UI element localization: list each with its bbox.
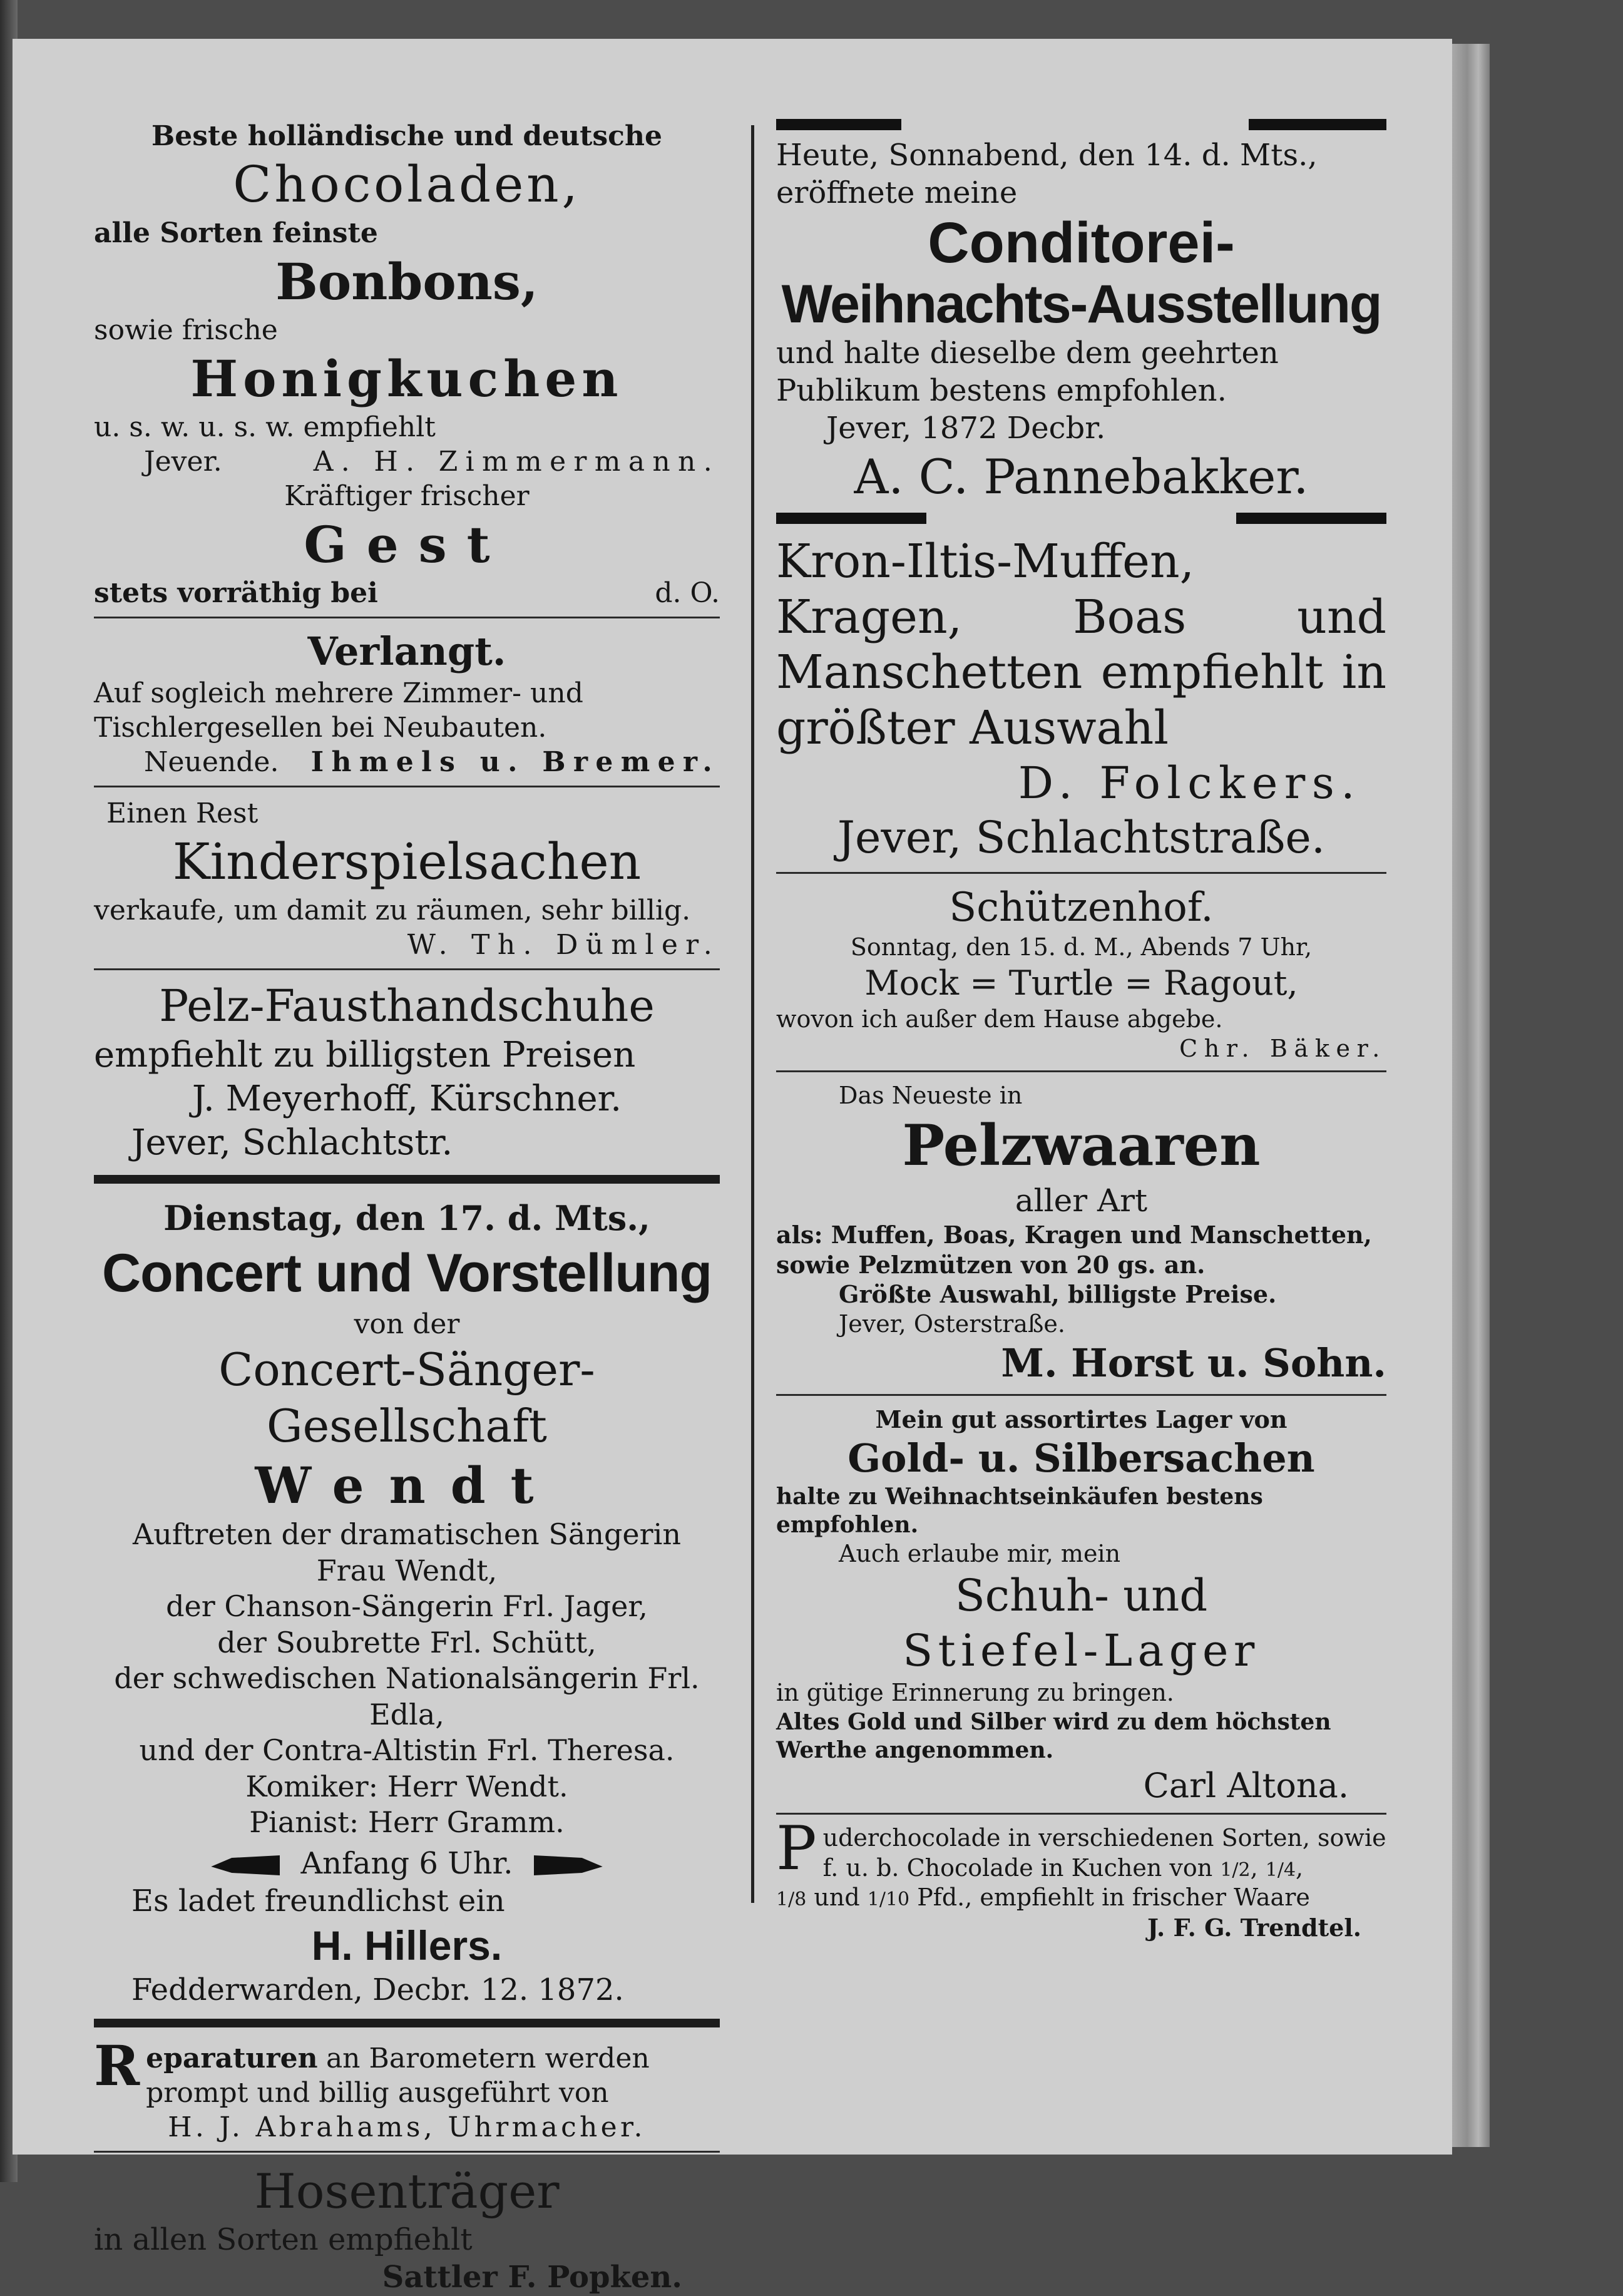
ad-text-line: Pfd., empfiehlt in frischer Waare (917, 1883, 1310, 1912)
ad-performer: Frau Wendt, (316, 1553, 498, 1587)
ad-separator (94, 617, 720, 618)
ad-separator-bar (776, 119, 901, 130)
ad-title: Weihnachts-Ausstellung (781, 274, 1381, 335)
ad-text: in gütige Erinnerung zu bringen. (776, 1679, 1174, 1707)
ad-signer: Carl Altona. (1143, 1765, 1349, 1805)
ad-kinderspielsachen (94, 796, 720, 962)
top-bars (776, 119, 1386, 130)
column-divider (751, 125, 754, 1903)
ad-start: Anfang 6 Uhr. (300, 1845, 513, 1881)
ad-text-line: und (814, 1883, 860, 1912)
ad-separator (94, 968, 720, 970)
ad-place-date: Jever, 1872 Decbr. (826, 410, 1106, 446)
ad-title: Gold- u. Silbersachen (847, 1435, 1315, 1482)
ad-performer: der Chanson-Sängerin Frl. Jager, (166, 1589, 648, 1623)
ad-text: alle Sorten feinste (94, 217, 378, 249)
ad-separator-bar (1236, 513, 1386, 524)
ad-text: Altes Gold und Silber wird zu dem höchsten Werthe angenommen. (776, 1708, 1331, 1763)
ad-performer: der schwedischen Nationalsängerin Frl. Edla, (114, 1661, 700, 1731)
ad-place: Jever, Osterstraße. (839, 1309, 1065, 1338)
fraction: 1/8 (776, 1889, 807, 1911)
ad-separator (94, 786, 720, 787)
ad-signer: A. H. Zimmermann. (313, 446, 720, 478)
ad-text: f. u. b. Chocolade in Kuchen von 1/2, 1/4, (822, 1853, 1304, 1882)
ad-place: Jever, Schlachtstraße. (837, 812, 1326, 864)
ad-hosentraeger (94, 2161, 720, 2296)
ad-separator (776, 1813, 1386, 1815)
ad-text: u. s. w. u. s. w. empfiehlt (94, 411, 436, 443)
ad-signer: Chr. Bäker. (1179, 1035, 1386, 1063)
ad-conditorei (776, 136, 1386, 506)
pointing-hand-icon (211, 1853, 280, 1878)
ad-separator (776, 872, 1386, 874)
ad-place: Jever. (144, 446, 222, 478)
ad-title: Kron-Iltis-Muffen, Kragen, Boas und Manschetten empfiehlt in größter Auswahl (776, 534, 1386, 756)
ad-signer: W. Th. Dümler. (407, 928, 720, 961)
ad-text: eröffnete meine (776, 175, 1018, 210)
page-edge (1452, 44, 1490, 2147)
ad-performer: Komiker: Herr Wendt. (245, 1769, 568, 1803)
ad-signature-row (94, 745, 720, 779)
ad-initial: R (94, 2041, 140, 2098)
ad-product: Bonbons, (275, 252, 538, 311)
ad-text: Sonntag, den 15. d. M., Abends 7 Uhr, (850, 933, 1313, 961)
ad-signer: M. Horst u. Sohn. (1001, 1340, 1386, 1386)
ad-puderchocolade (776, 1823, 1386, 1942)
ad-signature-row (94, 444, 720, 479)
ad-text: Mein gut assortirtes Lager von (875, 1405, 1288, 1433)
ad-verlangt (94, 627, 720, 779)
ad-signer: Ihmels u. Bremer. (310, 746, 720, 778)
fraction: 1/4 (1265, 1858, 1296, 1881)
ad-name: Wendt (255, 1456, 559, 1515)
ad-separator (94, 2151, 720, 2153)
ad-text: Es ladet freundlichst ein (131, 1883, 505, 1919)
ad-title: Stiefel-Lager (903, 1624, 1260, 1676)
ad-separator-heavy (94, 1175, 720, 1184)
ad-concert (94, 1197, 720, 2009)
ad-host: H. Hillers. (311, 1922, 503, 1969)
ad-text-line: uderchocolade in verschiedenen Sorten, sowie (822, 1824, 1386, 1852)
ad-text: sowie frische (94, 314, 278, 346)
ad-pelzwaaren (776, 1081, 1386, 1388)
ad-signature-row (94, 576, 720, 610)
ad-text (776, 1823, 1386, 1853)
ad-signer: J. F. G. Trendtel. (1147, 1913, 1361, 1942)
ad-text: von der (354, 1308, 460, 1340)
ad-text: und halte dieselbe dem geehrten Publikum bestens empfohlen. (776, 335, 1279, 408)
ad-start-row (94, 1845, 720, 1882)
ad-dish: Mock = Turtle = Ragout, (864, 963, 1298, 1003)
ad-title: Schuh- und (955, 1570, 1208, 1622)
ad-title: Pelz-Fausthandschuhe (159, 980, 655, 1032)
ad-signer: d. O. (655, 577, 720, 609)
ad-title: Verlangt. (307, 628, 506, 674)
ad-performer: der Soubrette Frl. Schütt, (217, 1625, 596, 1659)
ad-title: Gest (304, 515, 510, 574)
ad-separator-bar (1249, 119, 1386, 130)
ad-altona (776, 1405, 1386, 1807)
ad-title: Chocoladen, (233, 155, 581, 213)
ad-text (776, 1883, 1386, 1913)
ad-text-line: f. u. b. Chocolade in Kuchen von (822, 1853, 1213, 1882)
ad-text: in allen Sorten empfiehlt (94, 2222, 473, 2257)
ad-text: an Barometern werden prompt und billig ausgeführt von (146, 2042, 650, 2109)
ad-sub: aller Art (1015, 1182, 1148, 1219)
ad-performer: Pianist: Herr Gramm. (249, 1805, 565, 1839)
ad-schuetzenhof (776, 883, 1386, 1064)
ad-place: Jever, Schlachtstr. (131, 1122, 453, 1163)
ad-text: Größte Auswahl, billigste Preise. (839, 1280, 1277, 1309)
ad-reparaturen (94, 2041, 720, 2145)
ad-text: empfiehlt zu billigsten Preisen (94, 1035, 636, 1075)
right-column (776, 119, 1386, 1942)
ad-product: Honigkuchen (190, 349, 623, 408)
ad-text: wovon ich außer dem Hause abgebe. (776, 1005, 1223, 1033)
ad-title: Conditorei- (928, 211, 1235, 275)
ad-company: Concert-Sänger-Gesellschaft (218, 1343, 595, 1452)
ad-performer: und der Contra-Altistin Frl. Theresa. (139, 1733, 675, 1767)
ad-text: als: Muffen, Boas, Kragen und Manschetten, sowie Pelzmützen von 20 gs. an. (776, 1221, 1372, 1279)
ad-text: Heute, Sonnabend, den 14. d. Mts., (776, 138, 1318, 173)
ad-intro: Kräftiger frischer (284, 480, 530, 512)
ad-text: stets vorräthig bei (94, 577, 378, 609)
ad-text-bold: eparaturen (146, 2042, 318, 2074)
ad-separator-bar (776, 513, 926, 524)
ad-text: Auf sogleich mehrere Zimmer- und Tischlergesellen bei Neubauten. (94, 677, 583, 744)
ad-text: halte zu Weihnachtseinkäufen bestens empfohlen. (776, 1483, 1263, 1538)
ad-muffen (776, 534, 1386, 866)
ad-initial: P (776, 1823, 817, 1884)
bars (776, 513, 1386, 524)
ad-signer: J. Meyerhoff, Kürschner. (192, 1079, 622, 1119)
ad-separator (776, 1070, 1386, 1072)
ad-intro: Beste holländische und deutsche (151, 120, 662, 152)
ad-intro: Das Neueste in (839, 1081, 1023, 1109)
fraction: 1/2 (1220, 1858, 1251, 1881)
pointing-hand-icon (534, 1853, 603, 1878)
left-column (94, 119, 720, 2296)
ad-place-date: Fedderwarden, Decbr. 12. 1872. (131, 1972, 624, 2007)
ad-place: Neuende. (144, 746, 279, 778)
ad-title: Kinderspielsachen (172, 832, 642, 891)
ad-chocoladen (94, 119, 720, 479)
ad-title: Pelzwaaren (902, 1112, 1261, 1179)
ad-signer: A. C. Pannebakker. (854, 448, 1309, 505)
ad-pelz-fausthandschuhe (94, 979, 720, 1166)
ad-date: Dienstag, den 17. d. Mts., (163, 1198, 650, 1238)
ad-title: Hosenträger (254, 2163, 560, 2219)
ad-intro: Einen Rest (106, 797, 259, 829)
ad-signer: Sattler F. Popken. (382, 2260, 682, 2295)
ad-gest (94, 479, 720, 610)
ad-text: Auch erlaube mir, mein (839, 1539, 1121, 1567)
ad-signer: H. J. Abrahams, Uhrmacher. (168, 2111, 646, 2143)
ad-title: Concert und Vorstellung (102, 1243, 712, 1303)
fraction: 1/10 (867, 1889, 910, 1911)
ad-text: verkaufe, um damit zu räumen, sehr billig. (94, 894, 691, 926)
ad-signer: D. Folckers. (1018, 757, 1361, 809)
ad-separator-heavy (94, 2019, 720, 2027)
ad-performer: Auftreten der dramatischen Sängerin (133, 1517, 681, 1551)
ad-title: Schützenhof. (949, 884, 1214, 931)
ad-separator (776, 1394, 1386, 1396)
